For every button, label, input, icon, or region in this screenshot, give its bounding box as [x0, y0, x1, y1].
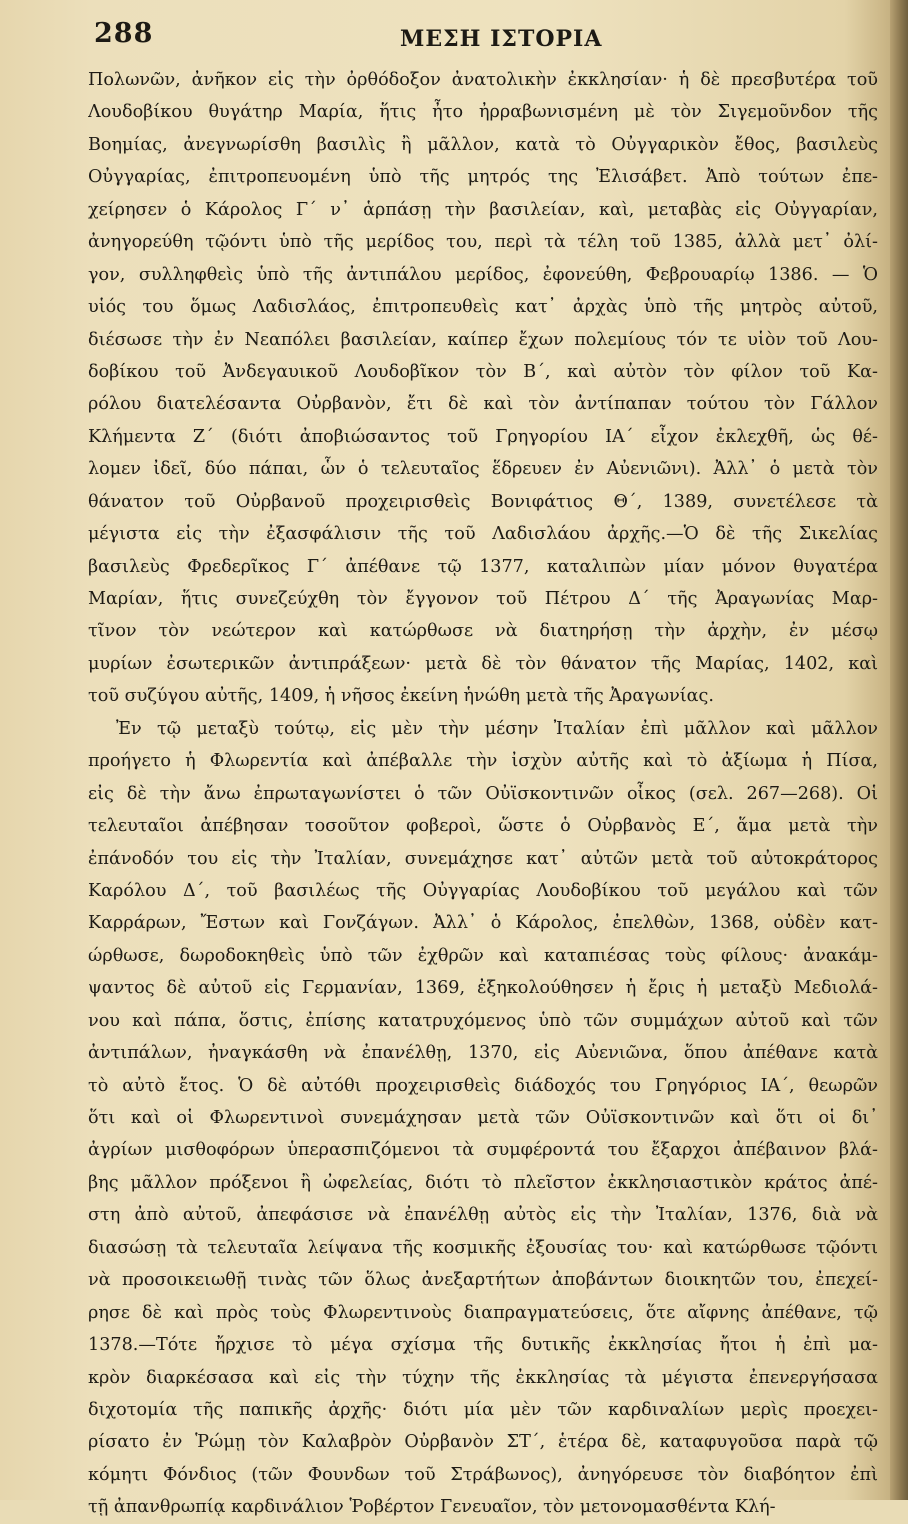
text-line: Λουδοβίκου θυγάτηρ Μαρία, ἥτις ἦτο ἠρραβωνισμένη μὲ τὸν Σιγεμοῦνδον τῆς [88, 102, 878, 123]
text-line: Μαρίαν, ἥτις συνεζεύχθη τὸν ἔγγονον τοῦ Πέτρου Δ΄ τῆς Ἀραγωνίας Μαρ- [88, 589, 878, 609]
text-line: ρόλου διατελέσαντα Οὐρβανὸν, ἔτι δὲ καὶ τὸν ἀντίπαπαν τούτου τὸν Γάλλον [88, 394, 878, 415]
text-line: Καρράρων, Ἔστων καὶ Γονζάγων. Ἀλλ᾽ ὁ Κάρολος, ἐπελθὼν, 1368, οὐδὲν κατ- [88, 913, 878, 934]
text-line: ρησε δὲ καὶ πρὸς τοὺς Φλωρεντινοὺς διαπραγματεύσεις, ὅτε αἴφνης ἀπέθανε, τῷ [88, 1302, 878, 1323]
text-line: τὸ αὐτὸ ἔτος. Ὁ δὲ αὐτόθι προχειρισθεὶς διάδοχός του Γρηγόριος ΙΑ΄, θεωρῶν [88, 1075, 878, 1096]
text-line: Ἐν τῷ μεταξὺ τούτῳ, εἰς μὲν τὴν μέσην Ἰταλίαν ἐπὶ μᾶλλον καὶ μᾶλλον [116, 718, 878, 739]
text-line: μυρίων ἐσωτερικῶν ἀντιπράξεων· μετὰ δὲ τὸν θάνατον τῆς Μαρίας, 1402, καὶ [88, 653, 878, 674]
text-line: βης μᾶλλον πρόξενοι ἢ ὠφελείας, διότι τὸ πλεῖστον ἐκκλησιαστικὸν κράτος ἀπέ- [88, 1172, 878, 1193]
text-line: Καρόλου Δ΄, τοῦ βασιλέως τῆς Οὐγγαρίας Λουδοβίκου τοῦ μεγάλου καὶ τῶν [88, 880, 878, 901]
text-line: γον, συλληφθεὶς ὑπὸ τῆς ἀντιπάλου μερίδος, ἐφονεύθη, Φεβρουαρίῳ 1386. — Ὁ [88, 264, 878, 285]
text-line: ώρθωσε, δωροδοκηθεὶς ὑπὸ τῶν ἐχθρῶν καὶ καταπιέσας τοὺς φίλους· ἀνακάμ- [88, 945, 878, 966]
text-line: τοῦ συζύγου αὐτῆς, 1409, ἡ νῆσος ἐκείνη ἡνώθη μετὰ τῆς Ἀραγωνίας. [88, 686, 714, 707]
text-line: ὅτι καὶ οἱ Φλωρεντινοὶ συνεμάχησαν μετὰ τῶν Οὐϊσκοντινῶν καὶ ὅτι οἱ δι᾽ [88, 1108, 878, 1128]
text-line: διέσωσε τὴν ἐν Νεαπόλει βασιλείαν, καίπερ ἔχων πολεμίους τόν τε υἱὸν τοῦ Λου- [88, 329, 878, 350]
text-line: κόμητι Φόνδιος (τῶν Φουνδων τοῦ Στράβωνος), ἀνηγόρευσε τὸν διαβόητον ἐπὶ [88, 1464, 878, 1485]
text-line: ψαντος δὲ αὐτοῦ εἰς Γερμανίαν, 1369, ἐξηκολούθησεν ἡ ἔρις ἡ μεταξὺ Μεδιολά- [88, 978, 878, 999]
text-line: χείρησεν ὁ Κάρολος Γ΄ ν᾽ ἁρπάσῃ τὴν βασιλείαν, καὶ, μεταβὰς εἰς Οὐγγαρίαν, [88, 199, 878, 220]
text-line: Οὐγγαρίας, ἐπιτροπευομένη ὑπὸ τῆς μητρός της Ἐλισάβετ. Ἀπὸ τούτων ἐπε- [88, 167, 878, 188]
book-spine-edge [890, 0, 908, 1500]
page-number: 288 [94, 18, 154, 49]
text-line: ἀγρίων μισθοφόρων ὑπερασπιζόμενοι τὰ συμφέροντά του ἔξαρχοι ἀπέβαινον βλά- [88, 1140, 878, 1161]
text-line: κρὸν διαρκέσασα καὶ εἰς τὴν τύχην τῆς ἐκκλησίας τὰ μέγιστα ἐπενεργήσασα [88, 1367, 878, 1388]
text-line: θάνατον τοῦ Οὐρβανοῦ προχειρισθεὶς Βονιφάτιος Θ΄, 1389, συνετέλεσε τὰ [88, 491, 878, 512]
text-line: ρίσατο ἐν Ῥώμῃ τὸν Καλαβρὸν Οὐρβανὸν ΣΤ΄, ἑτέρα δὲ, καταφυγοῦσα παρὰ τῷ [88, 1432, 878, 1453]
text-line: λομεν ἰδεῖ, δύο πάπαι, ὧν ὁ τελευταῖος ἕδρευεν ἐν Αὐενιῶνι). Ἀλλ᾽ ὁ μετὰ τὸν [88, 459, 878, 480]
text-line: υἱός του ὅμως Λαδισλάος, ἐπιτροπευθεὶς κατ᾽ ἀρχὰς ὑπὸ τῆς μητρὸς αὐτοῦ, [88, 297, 878, 318]
text-line: ἀντιπάλων, ἠναγκάσθη νὰ ἐπανέλθῃ, 1370, εἰς Αὐενιῶνα, ὅπου ἀπέθανε κατὰ [88, 1043, 878, 1064]
text-line: στη ἀπὸ αὐτοῦ, ἀπεφάσισε νὰ ἐπανέλθῃ αὐτὸς εἰς τὴν Ἰταλίαν, 1376, διὰ νὰ [88, 1205, 878, 1226]
text-line: προήγετο ἡ Φλωρεντία καὶ ἀπέβαλλε τὴν ἰσχὺν αὐτῆς καὶ τὸ ἀξίωμα ἡ Πίσα, [88, 751, 878, 772]
page-header [90, 14, 880, 58]
text-line: ἀνηγορεύθη τῷόντι ὑπὸ τῆς μερίδος του, περὶ τὰ τέλη τοῦ 1385, ἀλλὰ μετ᾽ ὀλί- [88, 232, 878, 253]
text-line: δοβίκου τοῦ Ἀνδεγαυικοῦ Λουδοβῖκον τὸν Β΄, καὶ αὐτὸν τὸν φίλον τοῦ Κα- [88, 361, 878, 382]
text-line: ἐπάνοδόν του εἰς τὴν Ἰταλίαν, συνεμάχησε κατ᾽ αὐτῶν μετὰ τοῦ αὐτοκράτορος [88, 848, 878, 869]
text-line: τῇ ἀπανθρωπίᾳ καρδινάλιον Ῥοβέρτον Γενευαῖον, τὸν μετονομασθέντα Κλή- [88, 1497, 776, 1518]
text-line: διχοτομία τῆς παπικῆς ἀρχῆς· διότι μία μὲν τῶν καρδιναλίων μερὶς προεχει- [88, 1399, 878, 1420]
body-text [88, 64, 878, 1524]
running-title: ΜΕΣΗ ΙΣΤΟΡΙΑ [400, 26, 603, 52]
text-line: 1378.—Τότε ἤρχισε τὸ μέγα σχίσμα τῆς δυτικῆς ἐκκλησίας ἤτοι ἡ ἐπὶ μα- [88, 1335, 878, 1356]
text-line: νου καὶ πάπα, ὅστις, ἐπίσης κατατρυχόμενος ὑπὸ τῶν συμμάχων αὐτοῦ καὶ τῶν [88, 1010, 878, 1031]
text-line: βασιλεὺς Φρεδερῖκος Γ΄ ἀπέθανε τῷ 1377, καταλιπὼν μίαν μόνον θυγατέρα [88, 556, 878, 577]
text-line: διασώσῃ τὰ τελευταῖα λείψανα τῆς κοσμικῆς ἐξουσίας του· καὶ κατώρθωσε τῷόντι [88, 1237, 878, 1258]
text-line: τελευταῖοι ἀπέβησαν τοσοῦτον φοβεροὶ, ὥστε ὁ Οὐρβανὸς Ε΄, ἅμα μετὰ τὴν [88, 816, 878, 837]
text-line: μέγιστα εἰς τὴν ἐξασφάλισιν τῆς τοῦ Λαδισλάου ἀρχῆς.—Ὁ δὲ τῆς Σικελίας [88, 524, 878, 545]
text-line: νὰ προσοικειωθῇ τινὰς τῶν ὅλως ἀνεξαρτήτων ἀποβάντων διοικητῶν του, ἐπεχεί- [88, 1270, 878, 1291]
text-line: Βοημίας, ἀνεγνωρίσθη βασιλὶς ἢ μᾶλλον, κατὰ τὸ Οὐγγαρικὸν ἔθος, βασιλεὺς [88, 134, 878, 155]
text-line: Πολωνῶν, ἀνῆκον εἰς τὴν ὀρθόδοξον ἀνατολικὴν ἐκκλησίαν· ἡ δὲ πρεσβυτέρα τοῦ [88, 70, 878, 90]
text-line: εἰς δὲ τὴν ἄνω ἐπρωταγωνίστει ὁ τῶν Οὐϊσκοντινῶν οἶκος (σελ. 267—268). Οἱ [88, 783, 878, 804]
text-line: Κλήμεντα Ζ΄ (διότι ἀποβιώσαντος τοῦ Γρηγορίου ΙΑ΄ εἶχον ἐκλεχθῆ, ὡς θέ- [88, 426, 878, 447]
text-line: τῖνον τὸν νεώτερον καὶ κατώρθωσε νὰ διατηρήσῃ τὴν ἀρχὴν, ἐν μέσῳ [88, 621, 878, 642]
